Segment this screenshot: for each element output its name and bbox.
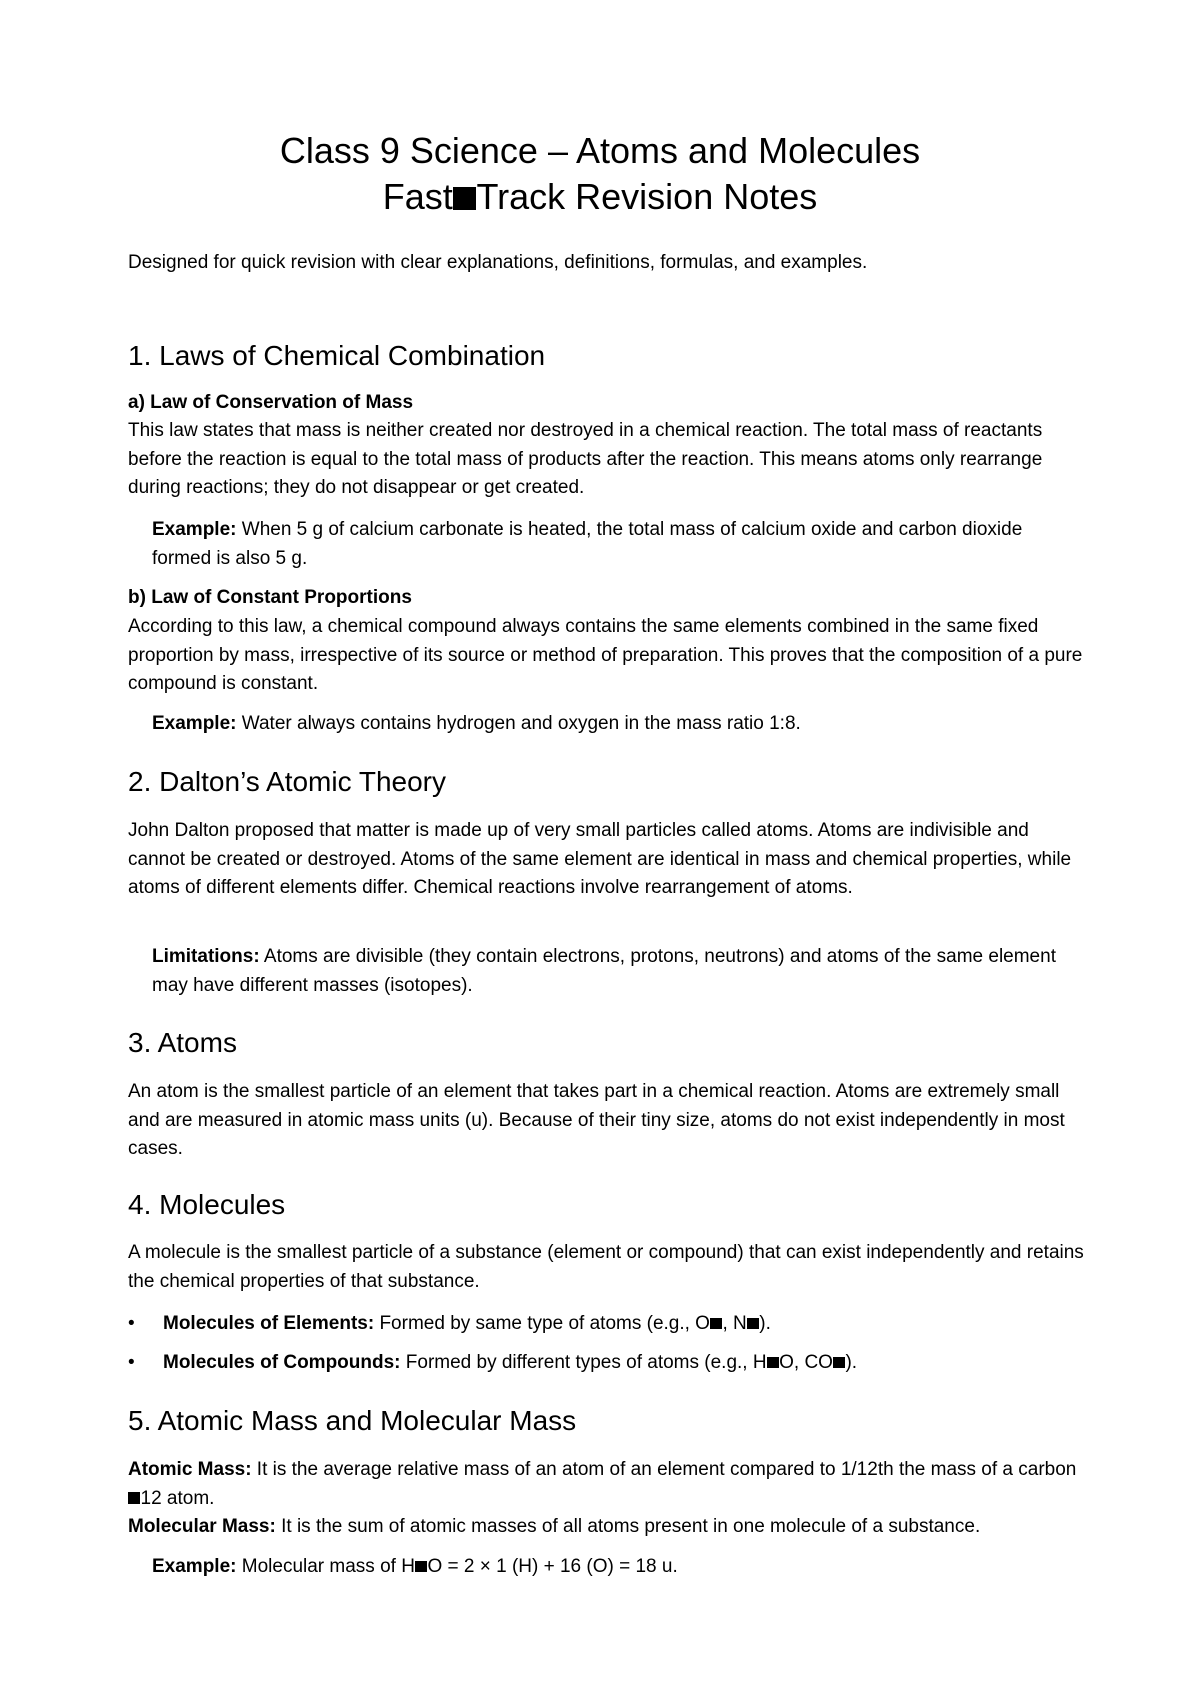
bullet-icon: •: [128, 1313, 135, 1334]
section-2-heading: 2. Dalton’s Atomic Theory: [128, 766, 447, 797]
law-proportions-body: According to this law, a chemical compound always contains the same elements combined in the same fixed proportion by mass, irrespective of its source or method of preparation. This proves that the composition of a pure compound is constant.: [128, 616, 1083, 694]
molecules-body: A molecule is the smallest particle of a substance (element or compound) that can exist independently and retains the chemical properties of that substance.: [128, 1242, 1084, 1292]
dalton-limitations: Limitations: Atoms are divisible (they contain electrons, protons, neutrons) and atoms of the same element may have different masses (isotopes).: [152, 946, 1056, 996]
missing-glyph-box: [415, 1561, 427, 1573]
law-proportions-example: Example: Water always contains hydrogen and oxygen in the mass ratio 1:8.: [152, 713, 801, 734]
bullet-text: Molecules of Elements: Formed by same type of atoms (e.g., O , N ).: [163, 1313, 771, 1334]
section-4-heading: 4. Molecules: [128, 1189, 286, 1220]
law-proportions-title: b) Law of Constant Proportions: [128, 587, 412, 608]
bullet-icon: •: [128, 1352, 135, 1373]
title-line-2: Fast Track Revision Notes: [382, 176, 818, 217]
molecular-mass-definition: Molecular Mass: It is the sum of atomic masses of all atoms present in one molecule of a substance.: [128, 1516, 981, 1537]
law-conservation-example: Example: When 5 g of calcium carbonate is heated, the total mass of calcium oxide and carbon dioxide formed is also 5 g.: [152, 519, 1023, 569]
missing-glyph-box: [747, 1318, 759, 1330]
title-line-1: Class 9 Science – Atoms and Molecules: [279, 130, 921, 171]
molecular-mass-example: Example: Molecular mass of H O = 2 × 1 (H) + 16 (O) = 18 u.: [152, 1556, 678, 1577]
intro-text: Designed for quick revision with clear explanations, definitions, formulas, and examples.: [128, 252, 868, 273]
atoms-body: An atom is the smallest particle of an element that takes part in a chemical reaction. Atoms are extremely small and are measured in atomic mass units (u). Because of their tiny size, atoms do not exist independently in most cases.: [128, 1081, 1065, 1159]
missing-glyph-box: [710, 1318, 722, 1330]
bullet-text: Molecules of Compounds: Formed by different types of atoms (e.g., H O, CO ).: [163, 1352, 858, 1373]
dalton-body: John Dalton proposed that matter is made up of very small particles called atoms. Atoms are indivisible and cannot be created or destroyed. Atoms of the same element are identical in mass and chemical properties, while atoms of different elements differ. Chemical reactions involve rearrangement of atoms.: [128, 820, 1072, 898]
section-5-heading: 5. Atomic Mass and Molecular Mass: [128, 1405, 577, 1436]
document-title: [0, 128, 1200, 220]
law-conservation-title: a) Law of Conservation of Mass: [128, 392, 414, 413]
atomic-mass-definition: Atomic Mass: It is the average relative mass of an atom of an element compared to 1/12th the mass of a carbon12 atom.: [128, 1459, 1077, 1509]
missing-glyph-box: [833, 1357, 845, 1369]
missing-glyph-box: [767, 1357, 779, 1369]
law-conservation-body: This law states that mass is neither created nor destroyed in a chemical reaction. The total mass of reactants before the reaction is equal to the total mass of products after the reaction. This means atoms only rearrange during reactions; they do not disappear or get created.: [128, 420, 1043, 498]
missing-glyph-box: [128, 1492, 140, 1504]
section-3-heading: 3. Atoms: [128, 1027, 237, 1058]
missing-glyph-box: [453, 187, 475, 209]
section-1-heading: 1. Laws of Chemical Combination: [128, 340, 546, 371]
